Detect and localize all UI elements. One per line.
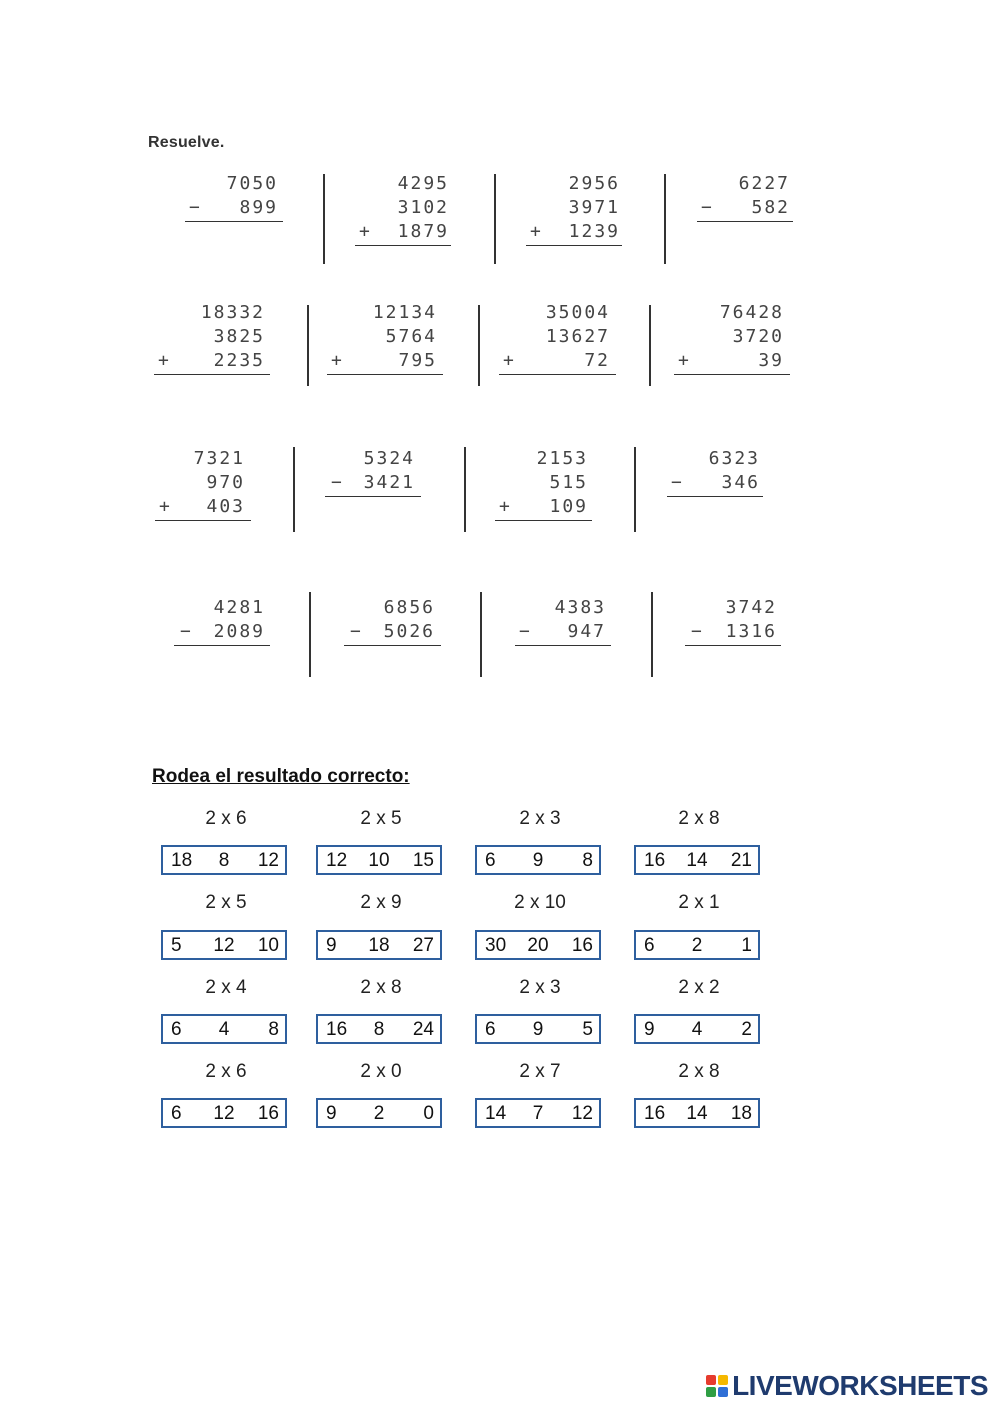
operand-value: 72	[584, 350, 610, 371]
answer-option[interactable]: 15	[412, 850, 434, 871]
operation-line	[450, 196, 620, 220]
multiplication-question: 2 x 10	[514, 892, 566, 913]
operation-9	[75, 447, 245, 519]
multiplication-question: 2 x 0	[360, 1061, 402, 1082]
operation-line	[75, 495, 245, 519]
logo-square-3	[706, 1387, 716, 1397]
operation-6	[267, 301, 437, 373]
answer-option[interactable]: 2	[373, 1103, 385, 1124]
operand-value: 35004	[545, 302, 610, 323]
column-separator	[309, 592, 311, 677]
answer-options-box	[316, 1098, 442, 1128]
answer-option[interactable]: 9	[532, 850, 544, 871]
operation-line	[614, 325, 784, 349]
operand-value: 2153	[536, 448, 588, 469]
answer-option[interactable]: 8	[373, 1019, 385, 1040]
operand-value: 970	[206, 472, 245, 493]
answer-options-box	[316, 845, 442, 875]
answer-option[interactable]: 7	[532, 1103, 544, 1124]
answer-options-box	[475, 1098, 601, 1128]
operand-value: 6856	[383, 597, 435, 618]
answer-option[interactable]: 30	[485, 935, 507, 956]
operand-value: 3825	[213, 326, 265, 347]
answer-option[interactable]: 6	[171, 1103, 182, 1124]
column-separator	[649, 305, 651, 386]
answer-option[interactable]: 4	[218, 1019, 230, 1040]
operand-value: 3102	[397, 197, 449, 218]
operation-16	[607, 596, 777, 644]
operation-rule	[499, 374, 616, 375]
operand-value: 7321	[193, 448, 245, 469]
operand-value: 515	[549, 472, 588, 493]
operation-rule	[185, 221, 283, 222]
answer-option[interactable]: 0	[423, 1103, 434, 1124]
operation-line	[267, 349, 437, 373]
minus-sign: −	[691, 621, 704, 642]
operand-value: 346	[721, 472, 760, 493]
operation-line	[440, 349, 610, 373]
answer-option[interactable]: 14	[686, 1103, 708, 1124]
answer-options-box	[475, 845, 601, 875]
column-separator	[478, 305, 480, 386]
plus-sign: +	[503, 350, 516, 371]
logo-text: LIVEWORKSHEETS	[732, 1370, 988, 1401]
answer-option[interactable]: 12	[571, 1103, 593, 1124]
plus-sign: +	[159, 496, 172, 517]
answer-option[interactable]: 16	[257, 1103, 279, 1124]
multiplication-question: 2 x 9	[360, 892, 402, 913]
operation-line	[95, 349, 265, 373]
answer-option[interactable]: 9	[326, 1103, 337, 1124]
multiplication-question: 2 x 1	[678, 892, 720, 913]
operand-value: 3971	[568, 197, 620, 218]
multiplication-question: 2 x 5	[360, 808, 402, 829]
answer-option[interactable]: 18	[171, 850, 193, 871]
operand-value: 2235	[213, 350, 265, 371]
operand-value: 795	[398, 350, 437, 371]
operation-line	[436, 596, 606, 620]
minus-sign: −	[671, 472, 684, 493]
answer-option[interactable]: 18	[368, 935, 390, 956]
operation-13	[95, 596, 265, 644]
operand-value: 76428	[719, 302, 784, 323]
operation-line	[418, 447, 588, 471]
operand-value: 403	[206, 496, 245, 517]
operation-14	[265, 596, 435, 644]
operation-rule	[674, 374, 790, 375]
answer-option[interactable]: 16	[644, 1103, 666, 1124]
answer-options-box	[634, 845, 760, 875]
operation-rule	[515, 645, 611, 646]
column-separator	[634, 447, 636, 532]
minus-sign: −	[701, 197, 714, 218]
multiplication-question: 2 x 6	[205, 808, 247, 829]
operation-line	[440, 325, 610, 349]
logo-mark-icon	[706, 1375, 728, 1397]
multiplication-question: 2 x 8	[360, 977, 402, 998]
plus-sign: +	[331, 350, 344, 371]
operand-value: 1879	[397, 221, 449, 242]
operation-line	[95, 325, 265, 349]
answer-options-box	[634, 1098, 760, 1128]
operation-line	[620, 196, 790, 220]
answer-option[interactable]: 4	[691, 1019, 703, 1040]
answer-option[interactable]: 9	[532, 1019, 544, 1040]
operation-line	[265, 596, 435, 620]
answer-option[interactable]: 21	[730, 850, 752, 871]
operation-line	[245, 447, 415, 471]
operation-7	[440, 301, 610, 373]
operation-rule	[355, 245, 451, 246]
minus-sign: −	[519, 621, 532, 642]
answer-option[interactable]: 16	[571, 935, 593, 956]
answer-option[interactable]: 16	[644, 850, 666, 871]
answer-option[interactable]: 6	[171, 1019, 182, 1040]
answer-options-box	[161, 1014, 287, 1044]
operation-line	[614, 349, 784, 373]
operation-rule	[667, 496, 763, 497]
operand-value: 3421	[363, 472, 415, 493]
logo-square-2	[718, 1375, 728, 1385]
operation-line	[418, 471, 588, 495]
operation-line	[75, 447, 245, 471]
operation-4	[620, 172, 790, 220]
operation-rule	[495, 520, 592, 521]
operation-line	[95, 620, 265, 644]
plus-sign: +	[678, 350, 691, 371]
answer-option[interactable]: 2	[741, 1019, 752, 1040]
answer-option[interactable]: 12	[326, 850, 348, 871]
operation-rule	[344, 645, 441, 646]
operation-rule	[154, 374, 270, 375]
answer-options-box	[161, 930, 287, 960]
operand-value: 1316	[725, 621, 777, 642]
minus-sign: −	[189, 197, 202, 218]
operation-line	[590, 471, 760, 495]
operation-rule	[526, 245, 622, 246]
column-separator	[323, 174, 325, 264]
multiplication-question: 2 x 8	[678, 1061, 720, 1082]
operation-1	[108, 172, 278, 220]
operand-value: 2956	[568, 173, 620, 194]
multiplication-question: 2 x 6	[205, 1061, 247, 1082]
operand-value: 7050	[226, 173, 278, 194]
operation-line	[450, 172, 620, 196]
answer-option[interactable]: 24	[412, 1019, 434, 1040]
answer-option[interactable]: 5	[582, 1019, 593, 1040]
operation-rule	[697, 221, 793, 222]
operation-line	[450, 220, 620, 244]
answer-option[interactable]: 8	[218, 850, 230, 871]
answer-option[interactable]: 6	[644, 935, 655, 956]
operation-10	[245, 447, 415, 495]
multiplication-question: 2 x 5	[205, 892, 247, 913]
operation-rule	[155, 520, 251, 521]
column-separator	[293, 447, 295, 532]
answer-option[interactable]: 18	[730, 1103, 752, 1124]
operation-line	[108, 196, 278, 220]
plus-sign: +	[499, 496, 512, 517]
operand-value: 582	[751, 197, 790, 218]
answer-options-box	[634, 1014, 760, 1044]
operand-value: 3742	[725, 597, 777, 618]
answer-option[interactable]: 16	[326, 1019, 348, 1040]
operand-value: 947	[567, 621, 606, 642]
answer-option[interactable]: 14	[686, 850, 708, 871]
operation-15	[436, 596, 606, 644]
answer-options-box	[316, 930, 442, 960]
operation-line	[108, 172, 278, 196]
multiplication-question: 2 x 7	[519, 1061, 561, 1082]
plus-sign: +	[359, 221, 372, 242]
logo-square-4	[718, 1387, 728, 1397]
operand-value: 899	[239, 197, 278, 218]
operand-value: 109	[549, 496, 588, 517]
answer-option[interactable]: 12	[213, 935, 235, 956]
operand-value: 5026	[383, 621, 435, 642]
answer-option[interactable]: 9	[326, 935, 337, 956]
operation-line	[267, 325, 437, 349]
operand-value: 6227	[738, 173, 790, 194]
operand-value: 39	[758, 350, 784, 371]
answer-options-box	[316, 1014, 442, 1044]
answer-option[interactable]: 10	[368, 850, 390, 871]
operand-value: 2089	[213, 621, 265, 642]
operand-value: 5324	[363, 448, 415, 469]
operand-value: 3720	[732, 326, 784, 347]
operation-rule	[685, 645, 781, 646]
operand-value: 4295	[397, 173, 449, 194]
column-separator	[307, 305, 309, 386]
liveworksheets-logo	[706, 1370, 988, 1402]
minus-sign: −	[350, 621, 363, 642]
column-separator	[664, 174, 666, 264]
column-separator	[480, 592, 482, 677]
operation-line	[418, 495, 588, 519]
answer-option[interactable]: 12	[213, 1103, 235, 1124]
operation-line	[607, 596, 777, 620]
answer-option[interactable]: 9	[644, 1019, 655, 1040]
operation-11	[418, 447, 588, 519]
answer-option[interactable]: 5	[171, 935, 182, 956]
operation-2	[279, 172, 449, 244]
operation-line	[265, 620, 435, 644]
operand-value: 6323	[708, 448, 760, 469]
operand-value: 13627	[545, 326, 610, 347]
operation-line	[279, 220, 449, 244]
multiplication-question: 2 x 8	[678, 808, 720, 829]
operation-line	[95, 596, 265, 620]
operation-line	[279, 172, 449, 196]
column-separator	[651, 592, 653, 677]
column-separator	[494, 174, 496, 264]
operation-line	[440, 301, 610, 325]
operation-rule	[174, 645, 270, 646]
answer-options-box	[161, 845, 287, 875]
operation-line	[267, 301, 437, 325]
answer-option[interactable]: 27	[412, 935, 434, 956]
operand-value: 5764	[385, 326, 437, 347]
operand-value: 18332	[200, 302, 265, 323]
answer-option[interactable]: 6	[485, 850, 496, 871]
operation-rule	[327, 374, 443, 375]
operation-line	[245, 471, 415, 495]
answer-options-box	[161, 1098, 287, 1128]
operand-value: 4281	[213, 597, 265, 618]
minus-sign: −	[180, 621, 193, 642]
column-separator	[464, 447, 466, 532]
operation-line	[590, 447, 760, 471]
operation-line	[279, 196, 449, 220]
operation-8	[614, 301, 784, 373]
resuelve-heading: Resuelve.	[148, 134, 225, 151]
plus-sign: +	[158, 350, 171, 371]
answer-options-box	[475, 1014, 601, 1044]
operation-line	[75, 471, 245, 495]
operation-rule	[325, 496, 421, 497]
answer-options-box	[475, 930, 601, 960]
answer-option[interactable]: 14	[485, 1103, 507, 1124]
answer-option[interactable]: 1	[741, 935, 752, 956]
operand-value: 4383	[554, 597, 606, 618]
answer-option[interactable]: 2	[691, 935, 703, 956]
answer-options-box	[634, 930, 760, 960]
rodea-heading: Rodea el resultado correcto:	[152, 766, 410, 787]
multiplication-question: 2 x 4	[205, 977, 247, 998]
operation-3	[450, 172, 620, 244]
logo-square-1	[706, 1375, 716, 1385]
operation-line	[620, 172, 790, 196]
answer-option[interactable]: 8	[268, 1019, 279, 1040]
plus-sign: +	[530, 221, 543, 242]
operation-line	[95, 301, 265, 325]
multiplication-question: 2 x 3	[519, 977, 561, 998]
answer-option[interactable]: 12	[257, 850, 279, 871]
operation-line	[607, 620, 777, 644]
answer-option[interactable]: 20	[527, 935, 549, 956]
answer-option[interactable]: 8	[582, 850, 593, 871]
answer-option[interactable]: 6	[485, 1019, 496, 1040]
multiplication-question: 2 x 2	[678, 977, 720, 998]
operation-5	[95, 301, 265, 373]
operation-line	[436, 620, 606, 644]
multiplication-question: 2 x 3	[519, 808, 561, 829]
minus-sign: −	[331, 472, 344, 493]
operand-value: 1239	[568, 221, 620, 242]
operand-value: 12134	[372, 302, 437, 323]
answer-option[interactable]: 10	[257, 935, 279, 956]
operation-12	[590, 447, 760, 495]
operation-line	[614, 301, 784, 325]
